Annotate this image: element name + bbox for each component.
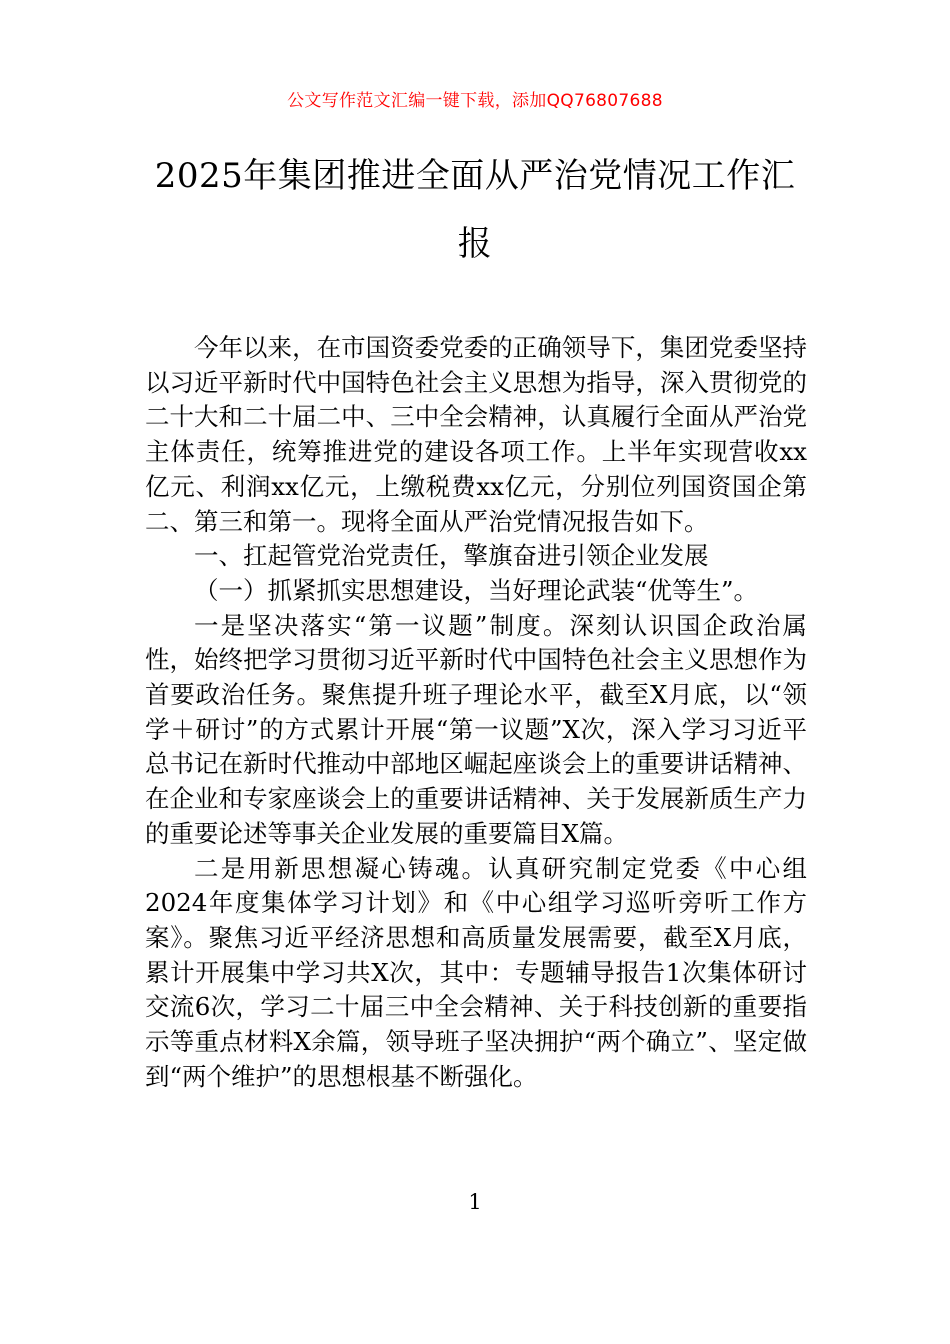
body-paragraph: 一是坚决落实“第一议题”制度。深刻认识国企政治属性，始终把学习贯彻习近平新时代中国特色社会主义思想作为首要政治任务。聚焦提升班子理论水平，截至X月底，以“领学＋研讨”的方式累计开展“第一议题”X次，深入学习习近平总书记在新时代推动中部地区崛起座谈会上的重要讲话精神、在企业和专家座谈会上的重要讲话精神、关于发展新质生产力的重要论述等事关企业发展的重要篇目X篇。 xyxy=(145,610,807,848)
intro-paragraph: 今年以来，在市国资委党委的正确领导下，集团党委坚持以习近平新时代中国特色社会主义思想为指导，深入贯彻党的二十大和二十届二中、三中全会精神，认真履行全面从严治党主体责任，统筹推进党的建设各项工作。上半年实现营收xx亿元、利润xx亿元，上缴税费xx亿元，分别位列国资国企第二、第三和第一。现将全面从严治党情况报告如下。 xyxy=(145,333,807,536)
download-watermark: 公文写作范文汇编一键下载，添加QQ76807688 xyxy=(287,91,663,111)
document-title: 2025年集团推进全面从严治党情况工作汇报 xyxy=(154,156,796,264)
subsection-heading: （一）抓紧抓实思想建设，当好理论武装“优等生”。 xyxy=(194,575,759,605)
document-body xyxy=(145,331,807,1094)
section-heading: 一、扛起管党治党责任，擎旗奋进引领企业发展 xyxy=(194,541,709,571)
body-paragraph: 二是用新思想凝心铸魂。认真研究制定党委《中心组2024年度集体学习计划》和《中心组学习巡听旁听工作方案》。聚焦习近平经济思想和高质量发展需要，截至X月底，累计开展集中学习共X次，其中：专题辅导报告1次集体研讨交流6次，学习二十届三中全会精神、关于科技创新的重要指示等重点材料X余篇，领导班子坚决拥护“两个确立”、坚定做到“两个维护”的思想根基不断强化。 xyxy=(145,853,807,1091)
page-number: 1 xyxy=(468,1190,482,1214)
